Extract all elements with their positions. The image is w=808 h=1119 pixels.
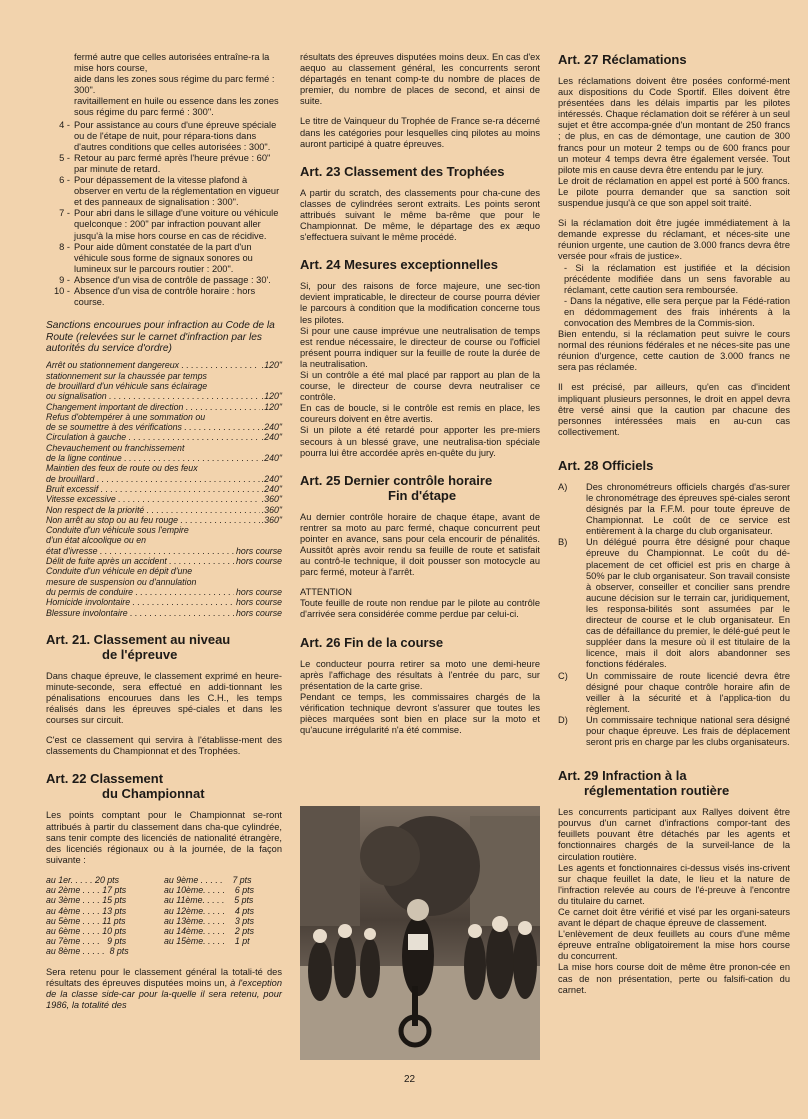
points-rank-left: au 6ème . . . . 10 pts (46, 925, 127, 936)
item-key: B) (558, 537, 568, 548)
sanction-value: .360" (261, 494, 282, 505)
art27-title: Art. 27 Réclamations (558, 52, 687, 67)
art21-title-line1: Art. 21. Classement au niveau (46, 631, 231, 647)
art29-paragraph: Les agents et fonctionnaires ci-dessus visés ins-crivent sur chaque feuillet la date, le lieu et la nature de l'infraction relevée au cours de l'é-preuve à l'encontre du titulaire du carnet. (558, 862, 790, 906)
attention-label: ATTENTION (300, 587, 352, 598)
col2-top-paragraph-2: Le titre de Vainqueur du Trophée de France se-ra décerné dans les catégories pour lesquelles cinq pilotes au moins auront participé à quatre épreuves. (300, 116, 540, 149)
art24-paragraph: Si un pilote a été retardé pour apporter les pre-miers secours à un blessé grave, une neutralisa-tion spéciale pourra lui être accordée après en-quête du jury. (300, 425, 540, 458)
sanction-label: Non arrêt au stop ou au feu rouge . . . (46, 515, 260, 525)
item-number: 6 - (59, 175, 70, 186)
sanction-label: Changement important de direction . . . (46, 402, 260, 412)
sanction-value (280, 577, 282, 587)
sanction-label: Blessure involontaire . . . (46, 608, 234, 618)
art24-paragraph: Si pour une cause imprévue une neutralisation de temps est rendue nécessaire, le directeur de course ou l'officiel présent pourra indiquer sur la feuille de route la durée de la neutralisation. (300, 325, 540, 369)
list-item (558, 482, 790, 537)
sanction-value: hors course (236, 556, 282, 567)
sanction-value (280, 525, 282, 535)
attention-paragraph: Toute feuille de route non rendue par le pilote au contrôle d'arrivée sera considérée comme perdue par celui-ci. (300, 598, 540, 620)
points-rank-right: au 13ème. . . . . 3 pts (164, 915, 254, 926)
art25-title-line2: Fin d'étape (388, 487, 457, 503)
art27-paragraph: Si la réclamation doit être jugée immédiatement à la demande expresse du réclamant, et néces-site une réunion urgente, une caution de 3.000 francs devra être versée pour «frais de justice». (558, 218, 790, 262)
sanction-row (46, 391, 282, 401)
sanction-label: ou signalisation . . . (46, 391, 260, 401)
art23-paragraph: A partir du scratch, des classements pour cha-cune des classes de cylindrées seront extraits. Les points seront attribués suivant le même ba-rême que pour le Championnat. De même, le départage des ex æquo s'effectuera suivant le même procédé. (300, 187, 540, 243)
art24-paragraph: En cas de boucle, si le contrôle est remis en place, les coureurs doivent en être avertis. (300, 403, 540, 425)
sanction-row (46, 484, 282, 494)
sanctions-table (46, 360, 282, 617)
points-row (46, 906, 282, 916)
item-text: Un délégué pourra être désigné pour chaque épreuve du Championnat. Le coût du dé-placement de cet officiel est pris en charge à 50% par le club organisateur. Son travail consiste à observer, conseiller et concilier sans prendre aucune décision sur le terrain car, juridiquement, les responsa-bilités sont assumées par le directeur de course et le club organisateur. En cas de défaillance du premier, le délé-gué peut le suppléer dans la mesure où il est titulaire de la licence, mais il doit alors abandonner ses fonctions fédérales. (586, 537, 790, 670)
sanction-value: hors course (236, 586, 282, 597)
item-text: Absence d'un visa de contrôle de passage : 30'. (74, 274, 271, 285)
rally-photo-image (300, 806, 540, 1060)
sanction-label: Homicide involontaire . . . (46, 597, 234, 607)
sanction-row (46, 360, 282, 370)
sanction-row (46, 443, 282, 453)
item-number: 9 - (59, 274, 70, 285)
points-row (46, 885, 282, 895)
column-1 (46, 52, 282, 1020)
sanction-label: Bruit excessif . . . (46, 484, 260, 494)
art22-text-italic: à l'exception de la classe side-car pour la-quelle il sera retenu, pour 1986, la totalité des (46, 977, 282, 1010)
intro-line: ravitaillement en huile ou essence dans les zones sous régime du parc fermé : 300". (74, 96, 279, 118)
points-row (46, 946, 282, 956)
art27-paragraph: Le droit de réclamation en appel est porté à 500 francs. Le pilote pourra demander que sa sanction soit suspendue jusqu'à ce que son appel soit traité. (558, 175, 790, 209)
page-number: 22 (404, 1074, 416, 1085)
sanction-value: .240" (261, 422, 282, 433)
item-text: Pour abri dans le sillage d'une voiture ou véhicule quelconque : 200" par infraction pouvant aller jusqu'à la mise hors course en cas de récidive. (74, 208, 279, 241)
sanction-row (46, 556, 282, 566)
sanction-value: .120" (261, 401, 282, 412)
sanction-row (46, 371, 282, 381)
points-row (46, 895, 282, 905)
item-text: Un commissaire technique national sera désigné pour chaque épreuve. Les frais de déplacement seront pris en charge par les clubs organisateurs. (586, 714, 790, 748)
sanction-label: Chevauchement ou franchissement (46, 442, 185, 453)
sanction-row (46, 381, 282, 391)
art25-title (300, 473, 540, 503)
art26-paragraph: Pendant ce temps, les commissaires chargés de la vérification technique devront s'assurer que toutes les pièces marquées sont bien en place sur la moto et qu'aucune irrégularité n'a été commise. (300, 691, 540, 736)
art26-title: Art. 26 Fin de la course (300, 634, 444, 650)
sanction-label: Maintien des feux de route ou des feux (46, 463, 198, 474)
item-number: 10 - (53, 285, 70, 296)
sanction-row (46, 608, 282, 618)
sanction-label: Délit de fuite après un accident . . . (46, 556, 234, 566)
art22-title-line2: du Championnat (102, 786, 205, 802)
sanction-row (46, 474, 282, 484)
sanction-row (46, 412, 282, 422)
sanction-row (46, 577, 282, 587)
sanction-label: Vitesse excessive . . . (46, 494, 260, 504)
art22-text: Sera retenu pour le classement général la totali-té des résultats des épreuves disputées moins un, (46, 966, 282, 988)
art27-dash-item: - Si la réclamation est justifiée et la décision précédente modifiée dans un sens favorable au réclamant, cette caution sera remboursée. (564, 262, 790, 295)
list-item (46, 286, 282, 308)
column-2 (300, 52, 540, 736)
sanction-row (46, 432, 282, 442)
points-rank-left: au 1er. . . . . 20 pts (46, 874, 120, 885)
sanction-row (46, 597, 282, 607)
art27-paragraph: Bien entendu, si la réclamation peut suivre le cours normal des réunions fédérales et ne néces-site pas une réunion d'urgence, cette caution de 3.000 francs ne sera pas réclamée. (558, 329, 790, 373)
list-item (46, 275, 282, 286)
points-rank-right: au 12ème. . . . . 4 pts (164, 905, 254, 916)
points-rank-right: au 14ème. . . . . 2 pts (164, 925, 254, 936)
col2-top-paragraph: résultats des épreuves disputées moins deux. En cas d'ex aequo au classement général, les concurrents seront départagés en tenant comp-te du nombre de places de premier, du nombre de places de second, et ainsi de suite. (300, 52, 540, 107)
sanction-row (46, 566, 282, 576)
item-number: 4 - (59, 119, 70, 130)
item-text: Pour aide dûment constatée de la part d'un véhicule sous forme de signaux sonores ou lumineux sur le parcours routier : 200". (74, 241, 253, 274)
item-text: Pour dépassement de la vitesse plafond à observer en vertu de la réglementation en vigueur et des panneaux de signalisation : 300". (74, 175, 280, 208)
sanction-value: .240" (261, 473, 282, 484)
art22-paragraph: Les points comptant pour le Championnat se-ront attribués à partir du classement dans cha-que cylindrée, sans tenir compte des licenciés de nationalité étrangère, des licenciés régionaux ou à la journée, de la façon suivante : (46, 810, 282, 865)
sanction-row (46, 515, 282, 525)
sanction-value: .120" (261, 391, 282, 402)
sanction-row (46, 463, 282, 473)
sanction-row (46, 535, 282, 545)
list-item (558, 715, 790, 748)
art29-title-line1: Art. 29 Infraction à la (558, 768, 687, 784)
sanction-row (46, 546, 282, 556)
item-key: A) (558, 481, 568, 492)
art28-title: Art. 28 Officiels (558, 457, 654, 473)
sanction-label: état d'ivresse . . . (46, 546, 234, 556)
intro-line: fermé autre que celles autorisées entraîne-ra la mise hors course, (74, 52, 270, 74)
points-rank-left: au 7ème . . . . 9 pts (46, 936, 127, 947)
item-text: Retour au parc fermé après l'heure prévue : 60" par minute de retard. (74, 152, 271, 174)
sanction-label: Non respect de la priorité . . . (46, 505, 260, 515)
sanction-label: mesure de suspension ou d'annulation (46, 576, 197, 587)
sanction-value: hors course (236, 607, 282, 618)
sanction-value: .360" (261, 504, 282, 515)
points-rank-right: au 11ème. . . . . 5 pts (164, 895, 254, 906)
points-row (46, 875, 282, 885)
item-text: Pour assistance au cours d'une épreuve spéciale ou de l'étape de nuit, pour répara-tions dans d'autres conditions que celles autorisées : 300". (74, 119, 277, 152)
art22-paragraph-2 (46, 967, 282, 1011)
sanction-label: Circulation à gauche . . . (46, 432, 260, 442)
item-text: Un commissaire de route licencié devra être désigné pour chaque contrôle horaire afin de veiller à la sécurité et à l'applica-tion du règlement. (586, 670, 790, 714)
art21-paragraph: Dans chaque épreuve, le classement exprimé en heure-minute-seconde, sera effectué en addi-tionnant les pénalisations encourues dans les C.H., les temps réalisés dans les épreuves spé-ciales et dans les courses sur circuit. (46, 670, 282, 726)
sanction-row (46, 525, 282, 535)
art22-title (46, 771, 282, 801)
item-number: 7 - (59, 208, 70, 219)
list-item (46, 175, 282, 208)
sanction-label: d'un état alcoolique ou en (46, 535, 146, 546)
sanction-value (280, 443, 282, 453)
sanctions-heading: Sanctions encourues pour infraction au Code de la Route (relevées sur le carnet d'infraction par les autorités du service d'ordre) (46, 320, 275, 354)
sanction-label: stationnement sur la chaussée par temps (46, 370, 207, 381)
list-item (46, 242, 282, 275)
list-item (46, 153, 282, 175)
sanction-value: .240" (261, 432, 282, 443)
item-key: D) (558, 714, 568, 725)
points-rank-right: au 15ème. . . . . 1 pt (164, 936, 250, 947)
art24-title: Art. 24 Mesures exceptionnelles (300, 257, 498, 273)
points-rank-left: au 5ème . . . . 11 pts (46, 915, 126, 926)
points-table (46, 875, 282, 957)
col1-intro (46, 52, 282, 119)
sanction-label: de brouillard d'un véhicule sans éclairage (46, 380, 208, 391)
art25-paragraph: Au dernier contrôle horaire de chaque étape, avant de rentrer sa moto au parc fermé, chaque concurrent peut pointer en avance, sans pour cela encourir de pénalités. Aussitôt après avoir rendu sa feuille de route et satisfait au contrô-le technique, il doit pousser son motocycle au parc fermé, moteur à l'arrêt. (300, 511, 540, 578)
art29-title-line2: réglementation routière (584, 783, 730, 799)
art27-paragraph: Les réclamations doivent être posées conformé-ment aux dispositions du Code Sportif. Elles doivent être présentées dans les délais impartis par les pilotes intéressés. Chaque réclamation doit se référer à un seul sujet et être accompa-gnée d'un montant de 250 francs ; de plus, en cas de démontage, une caution de 300 francs pour un moteur 2 temps ou de 600 francs pour un moteur 4 temps devra être également versée. Tout pilote mis en cause devra être entendu par le jury. (558, 76, 790, 175)
list-item (558, 671, 790, 715)
sanction-label: du permis de conduire . . . (46, 587, 234, 597)
item-text: Absence d'un visa de contrôle horaire : hors course. (74, 285, 256, 308)
sanction-value (280, 566, 282, 576)
points-rank-left: au 2ème . . . . 17 pts (46, 885, 127, 896)
sanction-value (280, 463, 282, 473)
art27-dash-item: - Dans la négative, elle sera perçue par la Fédé-ration en dédommagement des frais inhérents à la convocation des Membres de la Commis-sion. (564, 295, 790, 328)
list-item (46, 208, 282, 241)
sanction-row (46, 494, 282, 504)
art24-paragraph: Si un contrôle a été mal placé par rapport au plan de la course, le directeur de course devra neutraliser ce contrôle. (300, 369, 540, 403)
points-rank-right: au 9ème . . . . . 7 pts (164, 874, 252, 885)
sanction-value (280, 412, 282, 422)
points-rank-left: au 3ème . . . . 15 pts (46, 895, 127, 906)
sanction-label: de brouillard . . . (46, 474, 260, 484)
sanction-label: Refus d'obtempérer à une sommation ou (46, 411, 206, 422)
sanction-row (46, 422, 282, 432)
art29-paragraph: Les concurrents participant aux Rallyes doivent être pourvus d'un carnet d'infractions compor-tant des feuillets pouvant être détachés par les agents et fonctionnaires chargés de la surveil-lance de la circulation routière. (558, 807, 790, 862)
intro-line: aide dans les zones sous régime du parc fermé : 300". (74, 74, 275, 96)
art21-title-line2: de l'épreuve (102, 646, 178, 662)
art22-title-line1: Art. 22 Classement (46, 771, 164, 787)
sanction-row (46, 505, 282, 515)
item-number: 8 - (59, 241, 70, 252)
art26-paragraph: Le conducteur pourra retirer sa moto une demi-heure après l'affichage des résultats à l'entrée du parc, sur présentation de la carte grise. (300, 658, 540, 691)
points-row (46, 936, 282, 946)
art24-paragraph: Si, pour des raisons de force majeure, une sec-tion devient impraticable, le directeur de course pourra dévier le parcours à condition que la modification concerne tous les pilotes. (300, 281, 540, 325)
art25-title-line1: Art. 25 Dernier contrôle horaire (300, 472, 493, 488)
column-3 (558, 52, 790, 996)
art24-body (300, 281, 540, 459)
list-item (46, 120, 282, 153)
sanction-label: Arrêt ou stationnement dangereux . . . (46, 360, 260, 370)
sanction-label: Conduite d'un véhicule sous l'empire (46, 525, 189, 536)
sanction-row (46, 453, 282, 463)
art23-title: Art. 23 Classement des Trophées (300, 163, 505, 179)
item-key: C) (558, 670, 568, 681)
sanction-value (280, 371, 282, 381)
sanction-value: hors course (236, 545, 282, 556)
art21-paragraph: C'est ce classement qui servira à l'établisse-ment des classements du Championnat et des Trophées. (46, 735, 282, 757)
sanction-value: hors course (236, 597, 282, 608)
sanction-row (46, 587, 282, 597)
sanction-label: Conduite d'un véhicule en dépit d'une (46, 566, 193, 577)
art29-paragraph: La mise hors course doit de même être pronon-cée en cas de non présentation, perte ou falsifi-cation du carnet. (558, 962, 790, 995)
points-rank-left: au 4ème . . . . 13 pts (46, 905, 127, 916)
art28-list (558, 482, 790, 748)
sanction-label: de se soumettre à des vérifications . . . (46, 422, 260, 432)
points-rank-right: au 10ème. . . . . 6 pts (164, 885, 254, 896)
sanction-value (280, 381, 282, 391)
art27-paragraph: Il est précisé, par ailleurs, qu'en cas d'incident impliquant plusieurs personnes, le droit en appel devra être versé ainsi que la caution par chacune des personnes intéressées mais en au-cun cas collectivement. (558, 382, 790, 437)
penalty-list (46, 120, 282, 309)
sanction-value: .240" (261, 453, 282, 464)
sanction-value: .360" (261, 514, 282, 525)
item-number: 5 - (59, 152, 70, 163)
item-text: Des chronométreurs officiels chargés d'as-surer le chronométrage des épreuves spé-ciales seront désignés par la F.F.M. pour toute épreuve de Championnat. Le coût de ce service est entièrement à la charge du club organisateur. (586, 481, 790, 537)
points-row (46, 916, 282, 926)
rally-photo (300, 806, 540, 1060)
sanction-row (46, 402, 282, 412)
list-item (558, 537, 790, 670)
sanction-value: .120" (261, 360, 282, 371)
sanction-value (280, 535, 282, 545)
sanction-label: de la ligne continue . . . (46, 453, 260, 463)
points-row (46, 926, 282, 936)
sanction-value: .240" (261, 483, 282, 494)
points-rank-left: au 8ème . . . . . 8 pts (46, 946, 129, 957)
art29-paragraph: Ce carnet doit être vérifié et visé par les organi-sateurs avant le départ de chaque épreuve de classement. (558, 907, 790, 929)
art21-title (46, 632, 282, 662)
art29-title (558, 768, 790, 798)
art29-paragraph: L'enlèvement de deux feuillets au cours d'une même épreuve entraîne obligatoirement la mise hors course du concurrent. (558, 929, 790, 962)
